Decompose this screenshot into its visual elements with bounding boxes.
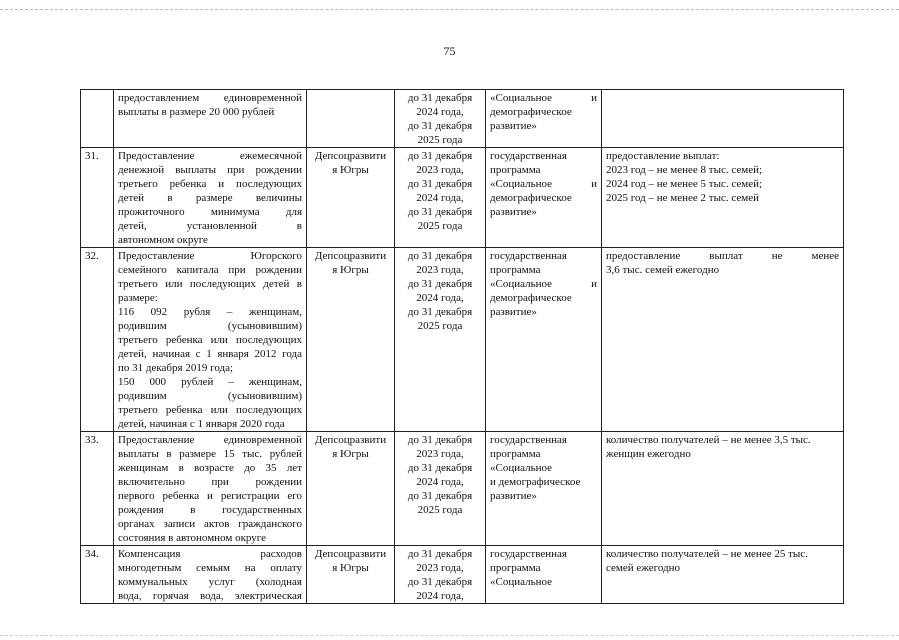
cell-line: рождения в государственных <box>118 504 302 516</box>
cell-line: Депсоцразвити <box>314 434 387 446</box>
deadline-cell <box>395 546 486 604</box>
cell-line: Предоставление Югорского <box>118 250 302 262</box>
cell-line: государственная <box>490 150 567 162</box>
cell-line: выплаты в размере 20 000 рублей <box>118 106 275 118</box>
cell-line: до 31 декабря <box>407 250 473 262</box>
cell-line: Депсоцразвити <box>314 150 387 162</box>
cell-line: демографическое <box>490 192 572 204</box>
cell-line: коммунальных услуг (холодная <box>118 576 302 588</box>
cell-line: до 31 декабря <box>407 548 473 560</box>
cell-line: третьего ребенка или последующих <box>118 404 302 416</box>
row-number: 31. <box>81 148 114 248</box>
executor-cell <box>307 148 395 248</box>
cell-line: развитие» <box>490 206 537 218</box>
scan-top-edge <box>0 9 899 10</box>
cell-line: детей в размере величины <box>118 192 302 204</box>
cell-line: 2023 года, <box>416 448 464 460</box>
program-cell <box>486 546 602 604</box>
deadline-cell <box>395 90 486 148</box>
indicator-cell <box>602 90 844 148</box>
cell-line: количество получателей – не менее 3,5 тыс. <box>606 434 811 446</box>
cell-line: состояния в автономном округе <box>118 532 267 544</box>
executor-cell <box>307 90 395 148</box>
cell-line: государственная <box>490 548 567 560</box>
cell-line: 2023 года, <box>416 562 464 574</box>
cell-line: предоставление выплат: <box>606 150 720 162</box>
cell-line: 2025 года <box>417 320 463 332</box>
program-cell <box>486 90 602 148</box>
cell-line: количество получателей – не менее 25 тыс. <box>606 548 808 560</box>
cell-line: до 31 декабря <box>407 462 473 474</box>
deadline-cell <box>395 148 486 248</box>
cell-line: и демографическое <box>490 476 581 488</box>
table-row <box>81 148 844 248</box>
measure-cell <box>114 546 307 604</box>
cell-line: многодетным семьям на оплату <box>118 562 302 574</box>
cell-line: «Социальное и <box>490 278 597 290</box>
cell-line: «Социальное и <box>490 178 597 190</box>
cell-line: предоставление выплат не менее <box>606 250 839 262</box>
cell-line: я Югры <box>332 164 369 176</box>
program-cell <box>486 248 602 432</box>
row-number: 32. <box>81 248 114 432</box>
cell-line: семей ежегодно <box>606 562 681 574</box>
cell-line: детей, установленной в <box>118 220 302 232</box>
cell-line: по 31 декабря 2019 года; <box>118 362 234 374</box>
program-cell <box>486 432 602 546</box>
row-number <box>81 90 114 148</box>
table-row <box>81 546 844 604</box>
table-row <box>81 432 844 546</box>
cell-line: 2024 года, <box>416 192 464 204</box>
scan-bottom-edge <box>0 635 899 636</box>
cell-line: 2023 года, <box>416 264 464 276</box>
cell-line: до 31 декабря <box>407 490 473 502</box>
cell-line: 2025 года <box>417 134 463 146</box>
cell-line: денежной выплаты при рождении <box>118 164 302 176</box>
cell-line: детей, начиная с 1 января 2020 года <box>118 418 285 430</box>
cell-line: 2024 года, <box>416 590 464 602</box>
cell-line: 2024 года, <box>416 106 464 118</box>
cell-line: до 31 декабря <box>407 120 473 132</box>
cell-line: 2023 года, <box>416 164 464 176</box>
cell-line: детей, начиная с 1 января 2012 года <box>118 348 302 360</box>
deadline-cell <box>395 432 486 546</box>
cell-line: до 31 декабря <box>407 576 473 588</box>
table-row <box>81 90 844 148</box>
cell-line: третьего или последующих детей в <box>118 278 302 290</box>
cell-line: до 31 декабря <box>407 206 473 218</box>
measure-cell <box>114 432 307 546</box>
row-number: 34. <box>81 546 114 604</box>
cell-line: первого ребенка и регистрации его <box>118 490 302 502</box>
cell-line: программа <box>490 264 541 276</box>
cell-line: включительно при рождении <box>118 476 302 488</box>
deadline-cell <box>395 248 486 432</box>
cell-line: государственная <box>490 250 567 262</box>
cell-line: 2023 год – не менее 8 тыс. семей; <box>606 164 763 176</box>
cell-line: государственная <box>490 434 567 446</box>
cell-line: 2025 год – не менее 2 тыс. семей <box>606 192 759 204</box>
cell-line: до 31 декабря <box>407 278 473 290</box>
cell-line: программа <box>490 448 541 460</box>
cell-line: 2024 год – не менее 5 тыс. семей; <box>606 178 763 190</box>
cell-line: до 31 декабря <box>407 306 473 318</box>
cell-line: размере: <box>118 292 158 304</box>
cell-line: 2025 года <box>417 504 463 516</box>
cell-line: до 31 декабря <box>407 178 473 190</box>
cell-line: программа <box>490 164 541 176</box>
page-number: 75 <box>443 44 456 58</box>
cell-line: демографическое <box>490 292 572 304</box>
row-number: 33. <box>81 432 114 546</box>
cell-line: родившим (усыновившим) <box>118 320 302 332</box>
cell-line: до 31 декабря <box>407 434 473 446</box>
cell-line: автономном округе <box>118 234 208 246</box>
cell-line: семейного капитала при рождении <box>118 264 302 276</box>
cell-line: до 31 декабря <box>407 150 473 162</box>
cell-line: я Югры <box>332 264 369 276</box>
indicator-cell <box>602 432 844 546</box>
measure-cell <box>114 248 307 432</box>
cell-line: Предоставление ежемесячной <box>118 150 302 162</box>
cell-line: Предоставление единовременной <box>118 434 302 446</box>
indicator-cell <box>602 148 844 248</box>
program-cell <box>486 148 602 248</box>
executor-cell <box>307 546 395 604</box>
cell-line: 2025 года <box>417 220 463 232</box>
cell-line: демографическое <box>490 106 572 118</box>
cell-line: Депсоцразвити <box>314 548 387 560</box>
cell-line: 3,6 тыс. семей ежегодно <box>606 264 720 276</box>
cell-line: «Социальное <box>490 576 552 588</box>
cell-line: прожиточного минимума для <box>118 206 302 218</box>
cell-line: программа <box>490 562 541 574</box>
cell-line: я Югры <box>332 562 369 574</box>
cell-line: 2024 года, <box>416 476 464 488</box>
executor-cell <box>307 248 395 432</box>
cell-line: развитие» <box>490 120 537 132</box>
cell-line: третьего ребенка или последующих <box>118 334 302 346</box>
cell-line: «Социальное и <box>490 92 597 104</box>
cell-line: 150 000 рублей – женщинам, <box>118 376 302 388</box>
cell-line: вода, горячая вода, электрическая <box>118 590 302 602</box>
cell-line: я Югры <box>332 448 369 460</box>
measure-cell <box>114 148 307 248</box>
measure-cell <box>114 90 307 148</box>
cell-line: выплаты в размере 15 тыс. рублей <box>118 448 302 460</box>
indicator-cell <box>602 248 844 432</box>
cell-line: предоставлением единовременной <box>118 92 302 104</box>
cell-line: «Социальное <box>490 462 552 474</box>
measures-table <box>80 89 844 604</box>
indicator-cell <box>602 546 844 604</box>
executor-cell <box>307 432 395 546</box>
cell-line: органах записи актов гражданского <box>118 518 302 530</box>
cell-line: родившим (усыновившим) <box>118 390 302 402</box>
cell-line: до 31 декабря <box>407 92 473 104</box>
cell-line: женщинам в возрасте до 35 лет <box>118 462 302 474</box>
cell-line: Компенсация расходов <box>118 548 302 560</box>
cell-line: Депсоцразвити <box>314 250 387 262</box>
cell-line: 116 092 рубля – женщинам, <box>118 306 302 318</box>
cell-line: развитие» <box>490 306 537 318</box>
cell-line: 2024 года, <box>416 292 464 304</box>
table-row <box>81 248 844 432</box>
cell-line: третьего ребенка и последующих <box>118 178 302 190</box>
cell-line: женщин ежегодно <box>606 448 691 460</box>
cell-line: развитие» <box>490 490 537 502</box>
